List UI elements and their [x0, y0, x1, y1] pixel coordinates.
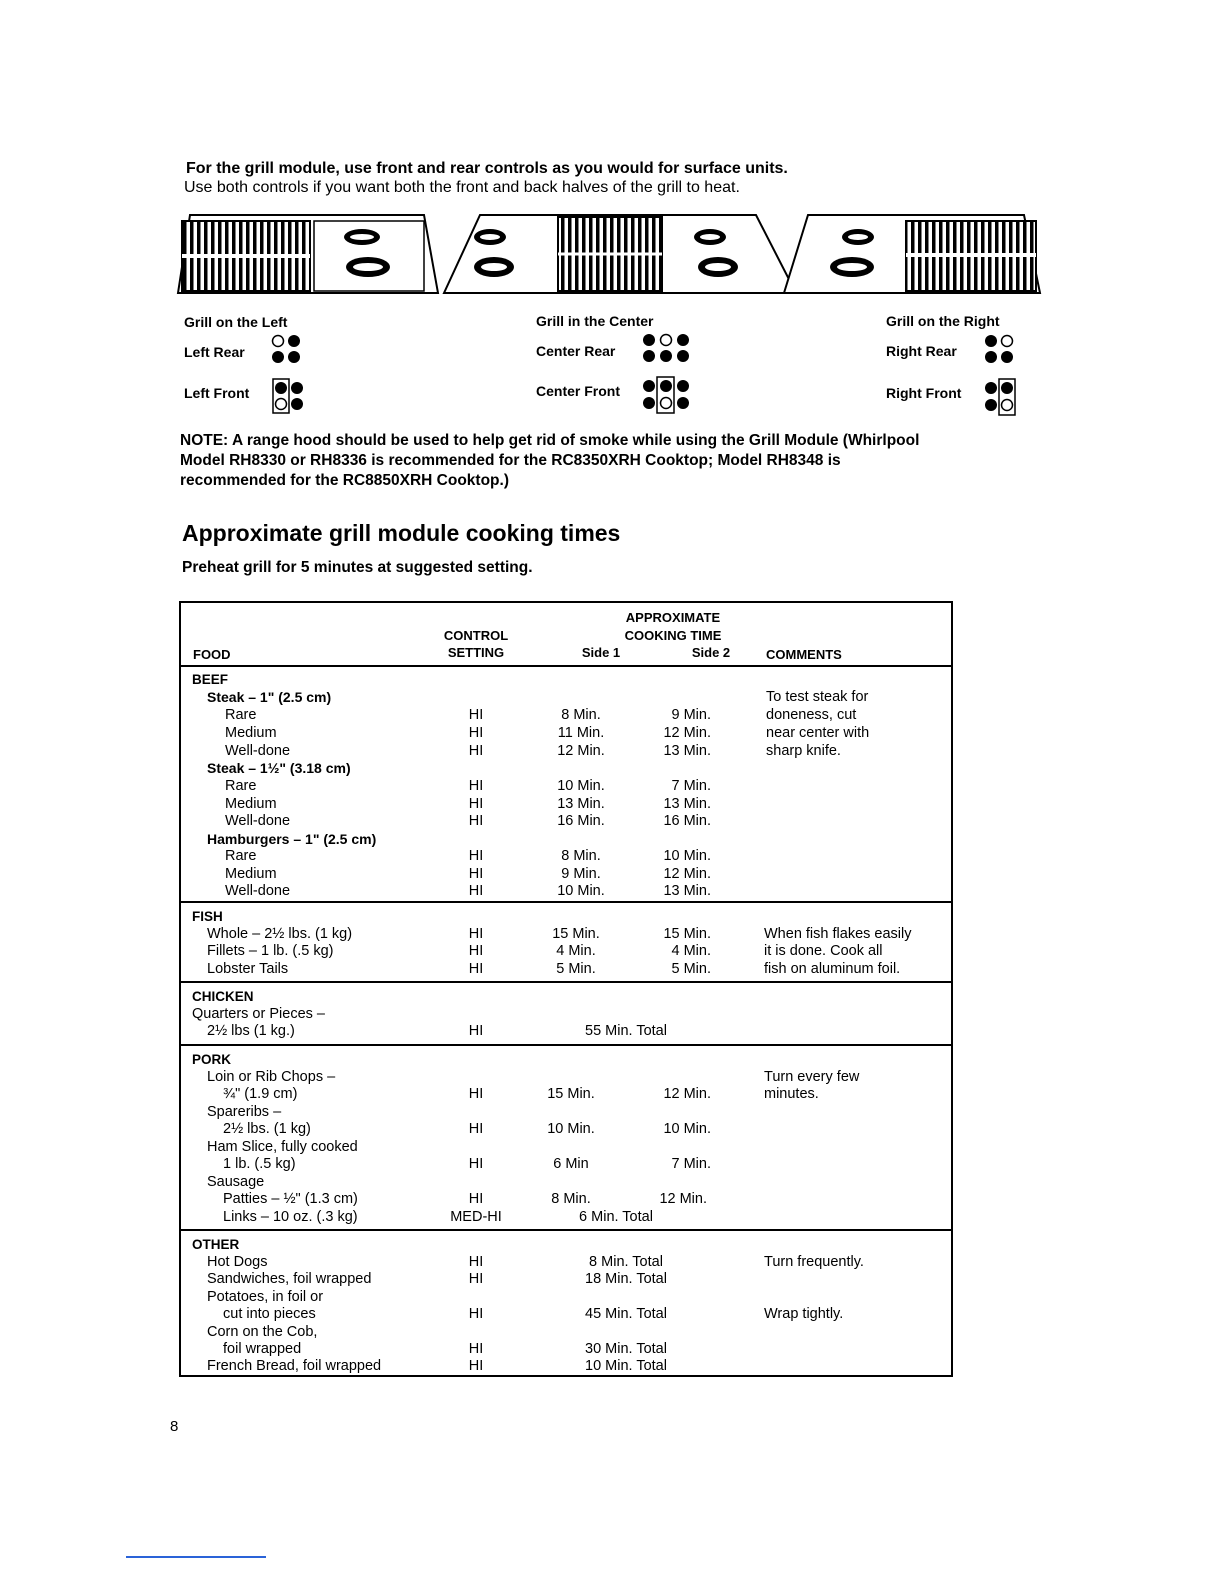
header-cooking-time: COOKING TIME — [624, 628, 722, 643]
header-side-1: Side 1 — [581, 645, 621, 660]
food-item: Lobster Tails — [207, 961, 289, 977]
comment-line: Turn frequently. — [764, 1254, 864, 1270]
comment-line: Turn every few — [764, 1069, 860, 1085]
header-approximate: APPROXIMATE — [625, 610, 721, 625]
comment-line: When fish flakes easily — [764, 926, 912, 942]
setting-value: HI — [468, 1121, 484, 1137]
range-hood-note: NOTE: A range hood should be used to help get rid of smoke while using the Grill Module (Whirlpool Model RH8330 or RH8336 is recommended for the RC8350XRH Cooktop; Model RH8348 is recommended for the RC8850XRH Cooktop.) — [180, 432, 920, 489]
setting-value: HI — [468, 1254, 484, 1270]
food-item-detail: ¾" (1.9 cm) — [223, 1086, 298, 1102]
total-time: 55 Min. Total — [585, 1023, 667, 1039]
header-control: CONTROL — [443, 628, 509, 643]
side2-time: 12 Min. — [663, 1086, 711, 1102]
side2-time: 7 Min. — [671, 778, 711, 794]
setting-value: HI — [468, 778, 484, 794]
food-item: Hot Dogs — [207, 1254, 268, 1270]
comment-line: it is done. Cook all — [764, 943, 883, 959]
total-time: 10 Min. Total — [585, 1358, 667, 1374]
section-pork — [181, 1044, 951, 1231]
food-item: Ham Slice, fully cooked — [207, 1139, 358, 1155]
section-label-chicken: CHICKEN — [192, 989, 254, 1004]
setting-value: MED-HI — [450, 1209, 502, 1225]
page-number: 8 — [170, 1418, 179, 1435]
side2-time: 15 Min. — [663, 926, 711, 942]
footer-rule — [126, 1556, 266, 1558]
header-setting: SETTING — [447, 645, 505, 660]
food-item-detail: cut into pieces — [223, 1306, 316, 1322]
comment-line: Wrap tightly. — [764, 1306, 844, 1322]
right-rear-dots-icon — [982, 333, 1016, 365]
side2-time: 13 Min. — [663, 883, 711, 899]
setting-value: HI — [468, 1358, 484, 1374]
side1-time: 13 Min. — [557, 796, 605, 812]
subhead-steak-1in: Steak – 1" (2.5 cm) — [207, 689, 332, 705]
food-item-detail: 1 lb. (.5 kg) — [223, 1156, 296, 1172]
food-item-detail: Links – 10 oz. (.3 kg) — [223, 1209, 358, 1225]
side1-time: 4 Min. — [556, 943, 596, 959]
config-left-rear-label: Left Rear — [184, 344, 245, 360]
side2-time: 12 Min. — [663, 866, 711, 882]
food-item: Corn on the Cob, — [207, 1324, 318, 1340]
food-item-detail: 2½ lbs. (1 kg) — [223, 1121, 311, 1137]
side2-time: 13 Min. — [663, 743, 711, 759]
config-right-front-label: Right Front — [886, 385, 962, 401]
food-item: Rare — [225, 707, 257, 723]
food-item: Sandwiches, foil wrapped — [207, 1271, 372, 1287]
side2-time: 7 Min. — [671, 1156, 711, 1172]
food-item-detail: 2½ lbs (1 kg.) — [207, 1023, 295, 1039]
side2-time: 13 Min. — [663, 796, 711, 812]
intro-text: Use both controls if you want both the front and back halves of the grill to heat. — [184, 179, 740, 196]
side1-time: 10 Min. — [557, 778, 605, 794]
side1-time: 16 Min. — [557, 813, 605, 829]
config-left-front-label: Left Front — [184, 385, 250, 401]
total-time: 45 Min. Total — [585, 1306, 667, 1322]
cooktop-grill-right — [784, 215, 1040, 293]
setting-value: HI — [468, 1271, 484, 1287]
cooking-times-table — [179, 601, 953, 1377]
total-time: 30 Min. Total — [585, 1341, 667, 1357]
food-item: Medium — [225, 725, 277, 741]
side2-time: 12 Min. — [659, 1191, 707, 1207]
config-right-title: Grill on the Right — [886, 313, 1000, 329]
center-front-dots-icon — [640, 376, 692, 414]
food-item-detail: foil wrapped — [223, 1341, 302, 1357]
food-item: Well-done — [225, 813, 291, 829]
setting-value: HI — [468, 813, 484, 829]
setting-value: HI — [468, 926, 484, 942]
food-item: Fillets – 1 lb. (.5 kg) — [207, 943, 334, 959]
config-center-front-label: Center Front — [536, 383, 620, 399]
comment-line: minutes. — [764, 1086, 819, 1102]
comment-line: doneness, cut — [766, 707, 857, 723]
side1-time: 8 Min. — [561, 848, 601, 864]
side2-time: 9 Min. — [671, 707, 711, 723]
setting-value: HI — [468, 796, 484, 812]
section-label-beef: BEEF — [192, 672, 229, 687]
total-time: 8 Min. Total — [589, 1254, 663, 1270]
setting-value: HI — [468, 743, 484, 759]
right-front-dots-icon — [982, 378, 1016, 416]
side1-time: 10 Min. — [547, 1121, 595, 1137]
side2-time: 16 Min. — [663, 813, 711, 829]
food-item: Potatoes, in foil or — [207, 1289, 324, 1305]
setting-value: HI — [468, 1156, 484, 1172]
config-center-title: Grill in the Center — [536, 313, 654, 329]
section-fish — [181, 901, 951, 983]
side2-time: 4 Min. — [671, 943, 711, 959]
setting-value: HI — [468, 1086, 484, 1102]
side1-time: 8 Min. — [551, 1191, 591, 1207]
header-side-2: Side 2 — [691, 645, 731, 660]
side2-time: 5 Min. — [671, 961, 711, 977]
comment-line: sharp knife. — [766, 743, 841, 759]
config-right-rear-label: Right Rear — [886, 343, 957, 359]
side1-time: 8 Min. — [561, 707, 601, 723]
total-time: 6 Min. Total — [579, 1209, 653, 1225]
section-title: Approximate grill module cooking times — [182, 520, 621, 546]
subhead-steak-1-5in: Steak – 1½" (3.18 cm) — [207, 760, 351, 776]
intro-heading: For the grill module, use front and rear controls as you would for surface units. — [186, 160, 788, 177]
food-item: Medium — [225, 796, 277, 812]
side1-time: 6 Min — [553, 1156, 589, 1172]
header-food: FOOD — [193, 647, 231, 662]
side1-time: 5 Min. — [556, 961, 596, 977]
cooktop-grill-center — [444, 215, 796, 293]
section-chicken — [181, 981, 951, 1046]
config-center-rear-label: Center Rear — [536, 343, 616, 359]
setting-value: HI — [468, 848, 484, 864]
section-other — [181, 1229, 951, 1379]
setting-value: HI — [468, 943, 484, 959]
section-label-other: OTHER — [192, 1237, 240, 1252]
side1-time: 11 Min. — [557, 725, 605, 741]
setting-value: HI — [468, 883, 484, 899]
comment-line: near center with — [766, 725, 870, 741]
food-item: Well-done — [225, 743, 291, 759]
left-front-dots-icon — [272, 378, 306, 414]
food-item: Medium — [225, 866, 277, 882]
section-beef — [181, 665, 951, 903]
side2-time: 10 Min. — [663, 848, 711, 864]
setting-value: HI — [468, 707, 484, 723]
food-item: Rare — [225, 778, 257, 794]
setting-value: HI — [468, 961, 484, 977]
config-left-title: Grill on the Left — [184, 314, 288, 330]
total-time: 18 Min. Total — [585, 1271, 667, 1287]
section-label-fish: FISH — [192, 909, 223, 924]
food-item: Quarters or Pieces – — [192, 1006, 325, 1022]
cooktop-illustrations — [176, 213, 1042, 295]
side1-time: 15 Min. — [547, 1086, 595, 1102]
cooktop-grill-left — [178, 215, 438, 293]
setting-value: HI — [468, 1341, 484, 1357]
food-item: Sausage — [207, 1174, 265, 1190]
side2-time: 10 Min. — [663, 1121, 711, 1137]
food-item: Loin or Rib Chops – — [207, 1069, 336, 1085]
subhead-hamburgers: Hamburgers – 1" (2.5 cm) — [207, 831, 377, 847]
header-comments: COMMENTS — [766, 647, 842, 662]
food-item: Rare — [225, 848, 257, 864]
food-item: French Bread, foil wrapped — [207, 1358, 382, 1374]
comment-line: fish on aluminum foil. — [764, 961, 901, 977]
center-rear-dots-icon — [640, 332, 692, 364]
side1-time: 12 Min. — [557, 743, 605, 759]
section-label-pork: PORK — [192, 1052, 232, 1067]
setting-value: HI — [468, 1306, 484, 1322]
setting-value: HI — [468, 1023, 484, 1039]
comment-line: To test steak for — [766, 689, 869, 705]
side1-time: 10 Min. — [557, 883, 605, 899]
setting-value: HI — [468, 866, 484, 882]
side1-time: 9 Min. — [561, 866, 601, 882]
setting-value: HI — [468, 725, 484, 741]
preheat-instruction: Preheat grill for 5 minutes at suggested setting. — [182, 559, 533, 576]
setting-value: HI — [468, 1191, 484, 1207]
food-item-detail: Patties – ½" (1.3 cm) — [223, 1191, 358, 1207]
food-item: Spareribs – — [207, 1104, 282, 1120]
side1-time: 15 Min. — [552, 926, 600, 942]
side2-time: 12 Min. — [663, 725, 711, 741]
food-item: Whole – 2½ lbs. (1 kg) — [207, 926, 353, 942]
food-item: Well-done — [225, 883, 291, 899]
left-rear-dots-icon — [270, 333, 304, 365]
